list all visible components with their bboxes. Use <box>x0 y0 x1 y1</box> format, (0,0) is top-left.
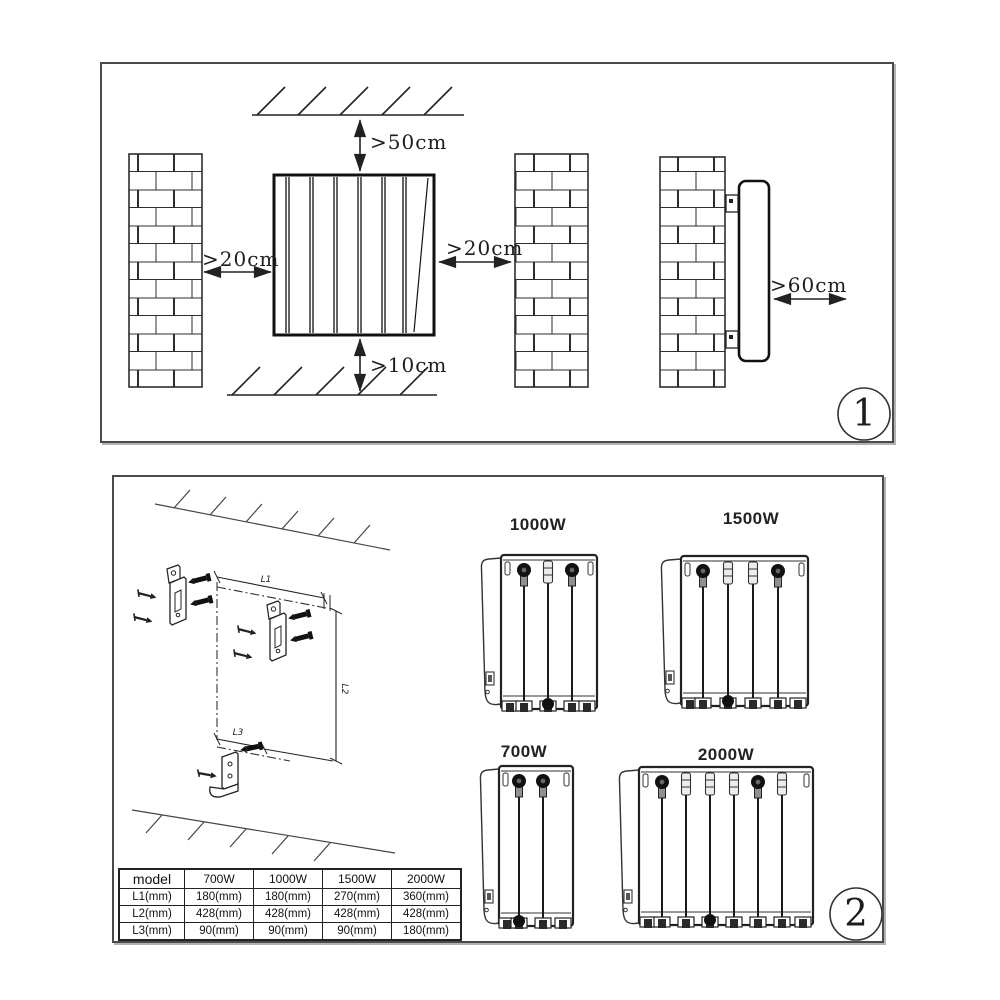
radiator-side-view <box>726 181 769 361</box>
figure1-drawing <box>102 64 892 441</box>
model-label-1000w: 1000W <box>509 515 567 534</box>
radiator-rear-700w <box>480 766 573 929</box>
mounting-diagram <box>132 490 395 861</box>
model-label-1500w: 1500W <box>722 509 780 528</box>
table-cell: 428(mm) <box>392 906 462 923</box>
brick-wall-left <box>129 154 202 387</box>
dim-l2-label: L2 <box>339 683 349 695</box>
table-cell: 2000W <box>392 869 462 889</box>
table-cell: model <box>119 869 185 889</box>
clearance-right-label: >20cm <box>446 236 524 260</box>
clearance-left-label: >20cm <box>202 247 280 271</box>
table-header-row <box>119 869 461 889</box>
model-label-700w: 700W <box>500 742 548 761</box>
table-cell: 428(mm) <box>323 906 392 923</box>
table-cell: L3(mm) <box>119 923 185 941</box>
figure2-number-badge <box>830 888 882 940</box>
figure2-number: 2 <box>844 891 868 935</box>
table-cell: 90(mm) <box>323 923 392 941</box>
figure1-number-badge <box>838 388 890 440</box>
table-row-l1 <box>119 889 461 906</box>
wall-bracket-bottom <box>726 331 738 348</box>
radiator-rear-1500w <box>661 556 808 709</box>
dim-l1-label: L1 <box>260 575 272 585</box>
table-cell: 1500W <box>323 869 392 889</box>
table-cell: L2(mm) <box>119 906 185 923</box>
figure1-panel <box>100 62 894 443</box>
wall-bracket-2 <box>232 601 313 661</box>
table-cell: 1000W <box>254 869 323 889</box>
table-row-l3 <box>119 923 461 941</box>
table-cell: 700W <box>185 869 254 889</box>
table-cell: 90(mm) <box>254 923 323 941</box>
table-cell: 428(mm) <box>254 906 323 923</box>
dim-l3-label: L3 <box>232 728 244 738</box>
figure1-number: 1 <box>852 391 876 435</box>
clearance-front-label: >60cm <box>770 273 848 297</box>
dim-l2 <box>330 608 349 764</box>
table-row-l2 <box>119 906 461 923</box>
brick-wall-right <box>515 154 588 387</box>
figure2-panel <box>112 475 884 943</box>
table-cell: 180(mm) <box>185 889 254 906</box>
table-cell: 180(mm) <box>392 923 462 941</box>
radiator-rear-2000w <box>619 767 813 928</box>
mounting-floor-hatch <box>132 810 395 861</box>
clearance-bottom-label: >10cm <box>370 353 448 377</box>
table-cell: 360(mm) <box>392 889 462 906</box>
model-label-2000w: 2000W <box>697 745 755 764</box>
table-cell: 90(mm) <box>185 923 254 941</box>
dimension-table <box>118 868 462 941</box>
table-cell: 428(mm) <box>185 906 254 923</box>
table-cell: L1(mm) <box>119 889 185 906</box>
wall-bracket-top <box>726 195 738 212</box>
mounting-ceiling-hatch <box>155 490 390 550</box>
clearance-top-label: >50cm <box>370 130 448 154</box>
wall-bracket-1 <box>132 565 213 625</box>
radiator-rear-1000w <box>481 555 597 712</box>
ceiling-hatch <box>252 87 464 115</box>
brick-wall-side <box>660 157 725 387</box>
table-cell: 180(mm) <box>254 889 323 906</box>
radiator-front-view <box>274 175 434 335</box>
table-cell: 270(mm) <box>323 889 392 906</box>
